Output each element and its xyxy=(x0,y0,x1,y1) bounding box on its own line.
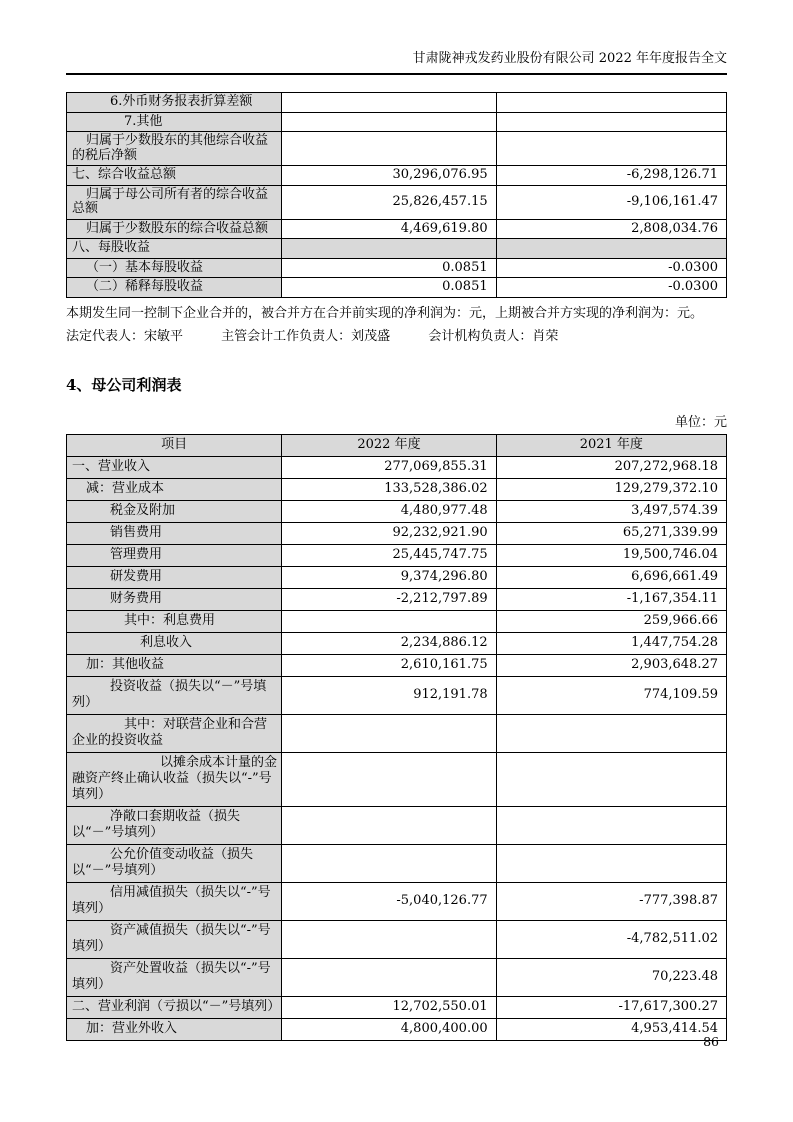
value-2021: 65,271,339.99 xyxy=(496,522,726,544)
value-2021: -9,106,161.47 xyxy=(496,185,726,219)
table-row xyxy=(67,132,727,166)
value-2021 xyxy=(496,132,726,166)
value-2022: 912,191.78 xyxy=(282,676,496,714)
comprehensive-income-table xyxy=(66,92,727,298)
row-label: 净敞口套期收益（损失以“－”号填列） xyxy=(67,806,282,844)
table-row xyxy=(67,676,727,714)
row-label: 税金及附加 xyxy=(67,500,282,522)
report-title: 甘肃陇神戎发药业股份有限公司 2022 年年度报告全文 xyxy=(412,51,727,66)
table-row xyxy=(67,166,727,186)
value-2021: -6,298,126.71 xyxy=(496,166,726,186)
row-label: 一、营业收入 xyxy=(67,456,282,478)
column-header-item: 项目 xyxy=(67,434,282,456)
table-row xyxy=(67,112,727,132)
value-2022 xyxy=(282,610,496,632)
value-2021: 259,966.66 xyxy=(496,610,726,632)
table-header-row xyxy=(67,434,727,456)
value-2021 xyxy=(496,714,726,752)
table-row xyxy=(67,588,727,610)
value-2022: 0.0851 xyxy=(282,278,496,298)
page-number: 86 xyxy=(703,1034,719,1049)
table-row xyxy=(67,920,727,958)
table-row xyxy=(67,958,727,996)
value-2022: 2,610,161.75 xyxy=(282,654,496,676)
row-label: 加：营业外收入 xyxy=(67,1018,282,1040)
value-2021: -17,617,300.27 xyxy=(496,996,726,1018)
value-2022 xyxy=(282,920,496,958)
row-label: （一）基本每股收益 xyxy=(67,258,282,278)
value-2022: -2,212,797.89 xyxy=(282,588,496,610)
value-2021: 6,696,661.49 xyxy=(496,566,726,588)
value-2021: 1,447,754.28 xyxy=(496,632,726,654)
value-2021: -777,398.87 xyxy=(496,882,726,920)
table-row xyxy=(67,239,727,259)
value-2021: 774,109.59 xyxy=(496,676,726,714)
value-2022: 92,232,921.90 xyxy=(282,522,496,544)
merger-note: 本期发生同一控制下企业合并的，被合并方在合并前实现的净利润为：元，上期被合并方实现的净利润为：元。 xyxy=(66,305,704,321)
table-row xyxy=(67,752,727,806)
table-row xyxy=(67,278,727,298)
value-2022: 2,234,886.12 xyxy=(282,632,496,654)
value-2022: 9,374,296.80 xyxy=(282,566,496,588)
row-label: 研发费用 xyxy=(67,566,282,588)
accounting-dept-head: 会计机构负责人：肖荣 xyxy=(428,328,559,344)
value-2022: 12,702,550.01 xyxy=(282,996,496,1018)
legal-representative: 法定代表人：宋敏平 xyxy=(66,328,184,344)
value-2022: 4,469,619.80 xyxy=(282,219,496,239)
value-2021 xyxy=(496,93,726,113)
row-label: 七、综合收益总额 xyxy=(67,166,282,186)
row-label: 投资收益（损失以“－”号填列） xyxy=(67,676,282,714)
value-2021 xyxy=(496,112,726,132)
table-row xyxy=(67,258,727,278)
table-row xyxy=(67,882,727,920)
value-2022 xyxy=(282,112,496,132)
value-2021: -1,167,354.11 xyxy=(496,588,726,610)
value-2022: 4,800,400.00 xyxy=(282,1018,496,1040)
table-row xyxy=(67,500,727,522)
row-label: 加：其他收益 xyxy=(67,654,282,676)
value-2022: 25,826,457.15 xyxy=(282,185,496,219)
row-label: 其中：利息费用 xyxy=(67,610,282,632)
row-label: 减：营业成本 xyxy=(67,478,282,500)
table-row xyxy=(67,1018,727,1040)
row-label: 以摊余成本计量的金融资产终止确认收益（损失以“-”号填列） xyxy=(67,752,282,806)
value-2021: -0.0300 xyxy=(496,258,726,278)
table-row xyxy=(67,478,727,500)
value-2021: 70,223.48 xyxy=(496,958,726,996)
row-label: 八、每股收益 xyxy=(67,239,282,259)
value-2021: 4,953,414.54 xyxy=(496,1018,726,1040)
value-2022: -5,040,126.77 xyxy=(282,882,496,920)
value-2022 xyxy=(282,239,496,259)
row-label: 6.外币财务报表折算差额 xyxy=(67,93,282,113)
row-label: 销售费用 xyxy=(67,522,282,544)
value-2021 xyxy=(496,752,726,806)
value-2021: 2,808,034.76 xyxy=(496,219,726,239)
table-row xyxy=(67,522,727,544)
value-2022 xyxy=(282,958,496,996)
row-label: 利息收入 xyxy=(67,632,282,654)
section-heading: 4、母公司利润表 xyxy=(66,375,182,394)
value-2022 xyxy=(282,714,496,752)
row-label: 资产处置收益（损失以“-”号填列） xyxy=(67,958,282,996)
value-2021: 129,279,372.10 xyxy=(496,478,726,500)
unit-label: 单位：元 xyxy=(674,414,727,430)
table-row xyxy=(67,654,727,676)
row-label: 其中：对联营企业和合营企业的投资收益 xyxy=(67,714,282,752)
value-2021: 3,497,574.39 xyxy=(496,500,726,522)
row-label: 归属于母公司所有者的综合收益总额 xyxy=(67,185,282,219)
table-row xyxy=(67,632,727,654)
row-label: 财务费用 xyxy=(67,588,282,610)
value-2022 xyxy=(282,844,496,882)
row-label: 7.其他 xyxy=(67,112,282,132)
table-row xyxy=(67,185,727,219)
value-2021: 19,500,746.04 xyxy=(496,544,726,566)
value-2021: 207,272,968.18 xyxy=(496,456,726,478)
value-2022: 30,296,076.95 xyxy=(282,166,496,186)
parent-income-table xyxy=(66,434,727,1041)
row-label: 归属于少数股东的其他综合收益的税后净额 xyxy=(67,132,282,166)
signatories-line xyxy=(66,328,727,346)
table-row xyxy=(67,456,727,478)
value-2022 xyxy=(282,752,496,806)
value-2022 xyxy=(282,806,496,844)
table-row xyxy=(67,566,727,588)
row-label: 公允价值变动收益（损失以“－”号填列） xyxy=(67,844,282,882)
row-label: 管理费用 xyxy=(67,544,282,566)
table-row xyxy=(67,714,727,752)
value-2022: 0.0851 xyxy=(282,258,496,278)
value-2021: 2,903,648.27 xyxy=(496,654,726,676)
row-label: 二、营业利润（亏损以“－”号填列） xyxy=(67,996,282,1018)
table-row xyxy=(67,93,727,113)
table-row xyxy=(67,544,727,566)
value-2022 xyxy=(282,132,496,166)
value-2022: 277,069,855.31 xyxy=(282,456,496,478)
value-2021: -4,782,511.02 xyxy=(496,920,726,958)
running-header xyxy=(66,0,727,75)
value-2021 xyxy=(496,844,726,882)
table-row xyxy=(67,219,727,239)
column-header-2021: 2021 年度 xyxy=(496,434,726,456)
table-row xyxy=(67,610,727,632)
value-2022: 4,480,977.48 xyxy=(282,500,496,522)
value-2022: 25,445,747.75 xyxy=(282,544,496,566)
value-2021 xyxy=(496,806,726,844)
table-row xyxy=(67,844,727,882)
value-2021 xyxy=(496,239,726,259)
row-label: 信用减值损失（损失以“-”号填列） xyxy=(67,882,282,920)
row-label: 归属于少数股东的综合收益总额 xyxy=(67,219,282,239)
column-header-2022: 2022 年度 xyxy=(282,434,496,456)
value-2022: 133,528,386.02 xyxy=(282,478,496,500)
row-label: 资产减值损失（损失以“-”号填列） xyxy=(67,920,282,958)
chief-accountant: 主管会计工作负责人：刘茂盛 xyxy=(221,328,391,344)
table-row xyxy=(67,806,727,844)
value-2022 xyxy=(282,93,496,113)
row-label: （二）稀释每股收益 xyxy=(67,278,282,298)
table-row xyxy=(67,996,727,1018)
value-2021: -0.0300 xyxy=(496,278,726,298)
